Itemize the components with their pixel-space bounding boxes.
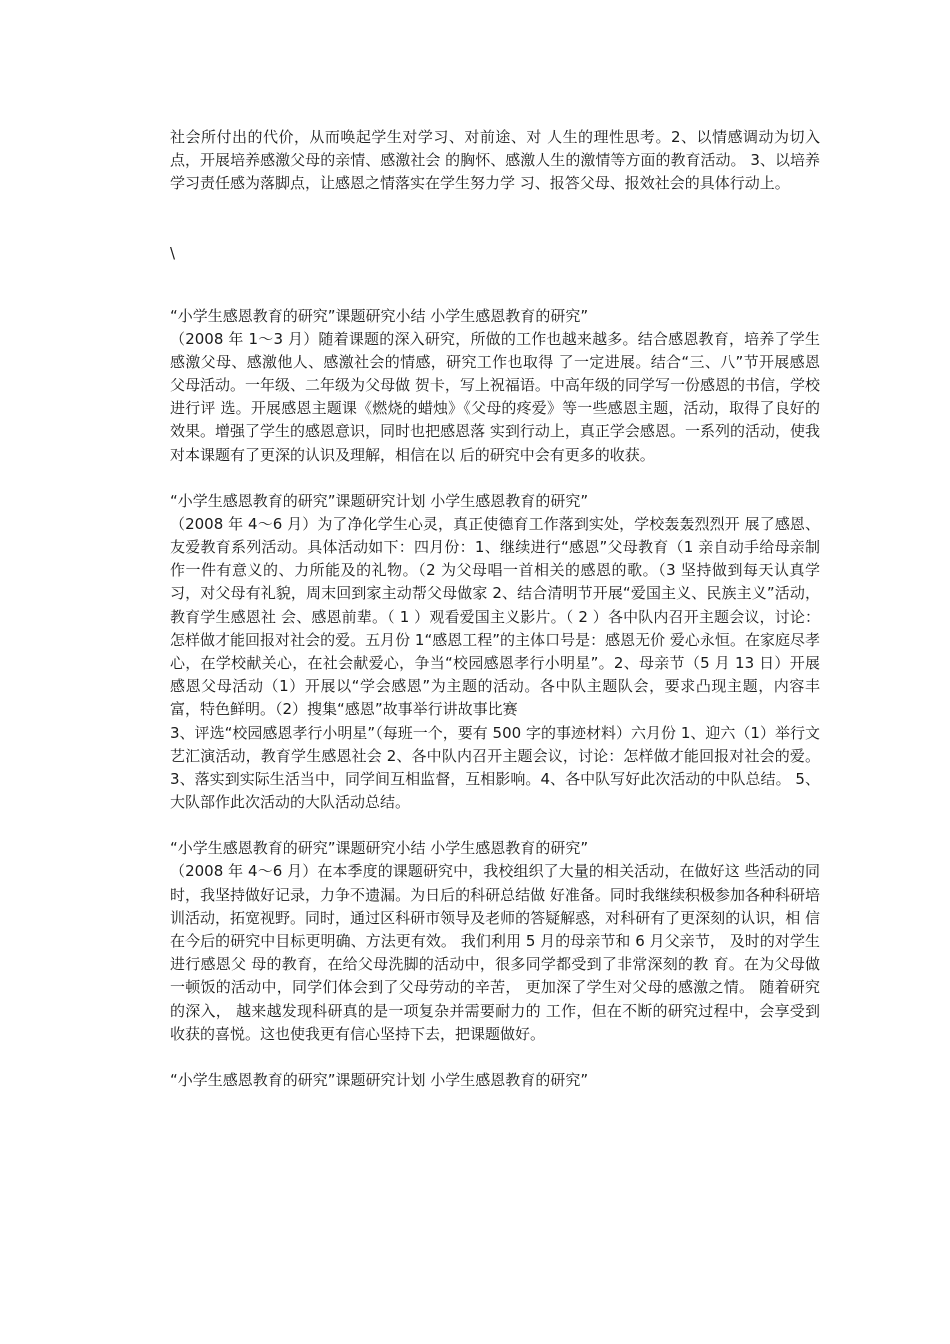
- section-heading: “小学生感恩教育的研究”课题研究计划 小学生感恩教育的研究”: [170, 491, 589, 510]
- section-body: （2008 年 1～3 月）随着课题的深入研究，所做的工作也越来越多。结合感恩教育，培养了学生感激父母、感激他人、感激社会的情感，研究工作也取得 了一定进展。结合“三、八”节开展感恩父母活动。一年级、二年级为父母做 贺卡，写上祝福语。中高年级的同学写一份感恩的书信，学校进行评 选。开展感恩主题课《燃烧的蜡烛》《父母的疼爱》等一些感恩主题，活动，取得了良好的效果。增强了学生的感恩意识，同时也把感恩落 实到行动上，真正学会感恩。一系列的活动，使我对本课题有了更深的认识及理解，相信在以 后的研究中会有更多的收获。: [170, 329, 820, 464]
- section-heading: “小学生感恩教育的研究”课题研究小结 小学生感恩教育的研究”: [170, 839, 589, 858]
- section-body: （2008 年 4～6 月）在本季度的课题研究中，我校组织了大量的相关活动，在做好这 些活动的同时，我坚持做好记录，力争不遗漏。为日后的科研总结做 好准备。同时我继续积极参加各种科研培训活动，拓宽视野。同时，通过区科研市领导及老师的答疑解惑，对科研有了更深刻的认识，相 信在今后的研究中目标更明确、方法更有效。 我们利用 5 月的母亲节和 6 月父亲节， 及时的对学生进行感恩父 母的教育，在给父母洗脚的活动中，很多同学都受到了非常深刻的教 育。在为父母做一顿饭的活动中，同学们体会到了父母劳动的辛苦， 更加深了学生对父母的感激之情。 随着研究的深入， 越来越发现科研真的是一项复杂并需要耐力的 工作，但在不断的研究过程中，会享受到收获的喜悦。这也使我更有信心坚持下去，把课题做好。: [170, 862, 820, 1043]
- spacer: [170, 1046, 820, 1069]
- intro-paragraph: 社会所付出的代价，从而唤起学生对学习、对前途、对 人生的理性思考。2、以情感调动为切入点，开展培养感激父母的亲情、感激社会 的胸怀、感激人生的激情等方面的教育活动。 3、以培养学习责任感为落脚点，让感恩之情落实在学生努力学 习、报答父母、报效社会的具体行动上。: [170, 128, 820, 193]
- document-content: [170, 126, 820, 1092]
- section-body-continued: 3、评选“校园感恩孝行小明星”（每班一个，要有 500 字的事迹材料）六月份 1、迎六（1）举行文艺汇演活动，教育学生感恩社会 2、各中队内召开主题会议，讨论：怎样做才能回报对社会的爱。3、落实到实际生活当中，同学间互相监督，互相影响。4、各中队写好此次活动的中队总结。 5、 大队部作此次活动的大队活动总结。: [170, 723, 820, 812]
- section-heading: “小学生感恩教育的研究”课题研究计划 小学生感恩教育的研究”: [170, 1071, 589, 1090]
- spacer: [170, 814, 820, 837]
- separator-mark: \: [170, 243, 176, 262]
- section-heading: “小学生感恩教育的研究”课题研究小结 小学生感恩教育的研究”: [170, 306, 589, 325]
- spacer: [170, 196, 820, 242]
- spacer: [170, 467, 820, 490]
- spacer: [170, 265, 820, 305]
- section-body: （2008 年 4～6 月）为了净化学生心灵，真正使德育工作落到实处，学校轰轰烈烈开 展了感恩、友爱教育系列活动。具体活动如下：四月份：1、继续进行“感恩”父母教育（1 亲自动手给母亲制作一件有意义的、力所能及的礼物。（2 为父母唱一首相关的感恩的歌。（3 坚持做到每天认真学习，对父母有礼貌，周末回到家主动帮父母做家 2、结合清明节开展“爱国主义、民族主义”活动，教育学生感恩社 会、感恩前辈。（ 1 ）观看爱国主义影片。（ 2 ）各中队内召开主题会议，讨论：怎样做才能回报对社会的爱。五月份 1“感恩工程”的主体口号是：感恩无价 爱心永恒。在家庭尽孝心，在学校献关心，在社会献爱心，争当“校园感恩孝行小明星”。2、母亲节（5 月 13 日）开展感恩父母活动（1）开展以“学会感恩”为主题的活动。各中队主题队会，要求凸现主题，内容丰富，特色鲜明。（2）搜集“感恩”故事举行讲故事比赛: [170, 514, 820, 719]
